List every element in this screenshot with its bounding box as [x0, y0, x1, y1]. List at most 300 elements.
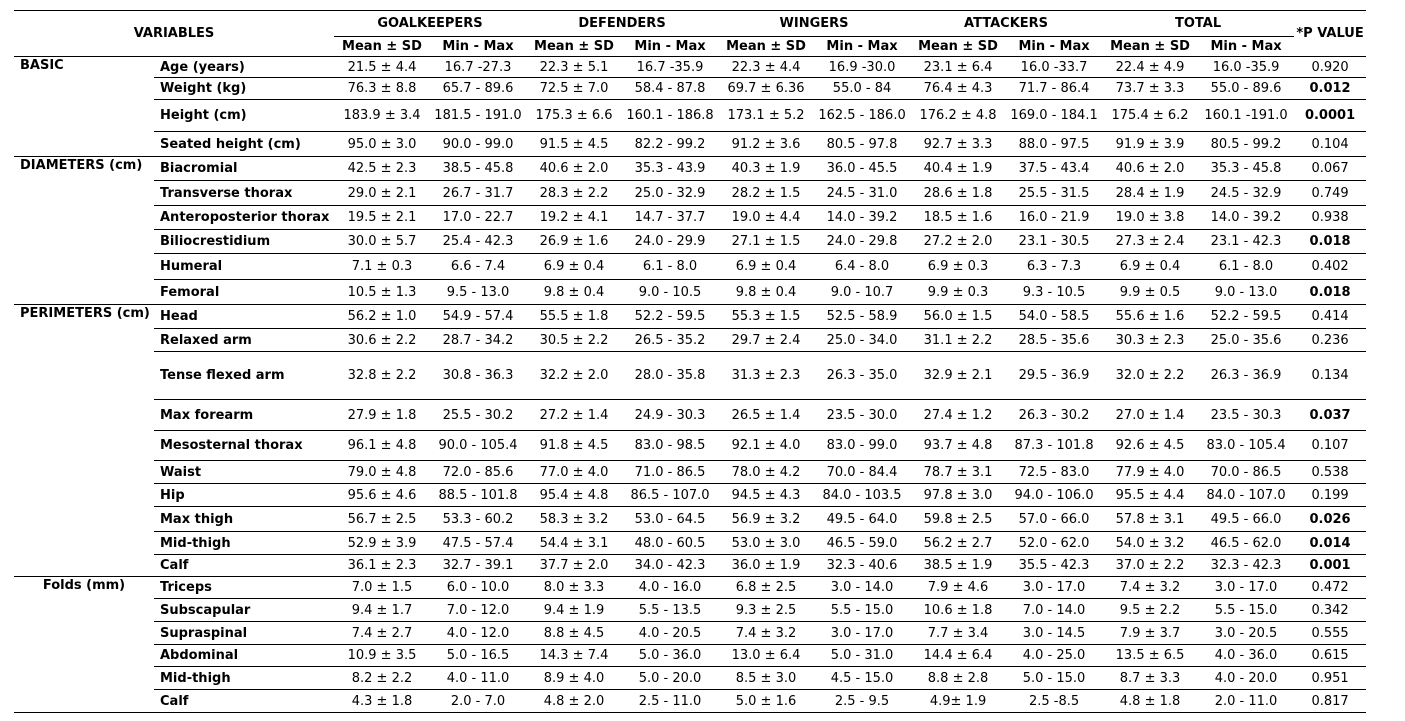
mean-sd-cell: 4.8 ± 1.8 — [1102, 690, 1198, 713]
min-max-cell: 84.0 - 103.5 — [814, 484, 910, 507]
mean-sd-cell: 19.0 ± 3.8 — [1102, 206, 1198, 230]
min-max-cell: 6.4 - 8.0 — [814, 254, 910, 280]
min-max-cell: 3.0 - 14.0 — [814, 577, 910, 599]
min-max-cell: 4.0 - 20.5 — [622, 622, 718, 645]
table-row — [14, 599, 1366, 622]
mean-sd-cell: 69.7 ± 6.36 — [718, 78, 814, 100]
mean-sd-cell: 93.7 ± 4.8 — [910, 431, 1006, 461]
mean-sd-cell: 9.8 ± 0.4 — [526, 280, 622, 305]
table-row — [14, 329, 1366, 352]
mean-sd-cell: 30.3 ± 2.3 — [1102, 329, 1198, 352]
mean-sd-cell: 92.7 ± 3.3 — [910, 132, 1006, 157]
mean-sd-cell: 175.4 ± 6.2 — [1102, 100, 1198, 132]
min-max-cell: 80.5 - 97.8 — [814, 132, 910, 157]
min-max-cell: 86.5 - 107.0 — [622, 484, 718, 507]
mean-sd-cell: 77.0 ± 4.0 — [526, 461, 622, 484]
min-max-cell: 55.0 - 89.6 — [1198, 78, 1294, 100]
min-max-cell: 6.1 - 8.0 — [622, 254, 718, 280]
min-max-cell: 23.1 - 30.5 — [1006, 230, 1102, 254]
mean-sd-cell: 7.4 ± 3.2 — [718, 622, 814, 645]
group-header-attackers: ATTACKERS — [910, 11, 1102, 37]
variable-name: Relaxed arm — [154, 329, 334, 352]
mean-sd-cell: 27.9 ± 1.8 — [334, 400, 430, 431]
min-max-cell: 48.0 - 60.5 — [622, 532, 718, 555]
mean-sd-cell: 27.0 ± 1.4 — [1102, 400, 1198, 431]
mean-sd-cell: 27.4 ± 1.2 — [910, 400, 1006, 431]
mean-sd-cell: 76.3 ± 8.8 — [334, 78, 430, 100]
min-max-cell: 70.0 - 84.4 — [814, 461, 910, 484]
min-max-cell: 4.0 - 12.0 — [430, 622, 526, 645]
min-max-cell: 162.5 - 186.0 — [814, 100, 910, 132]
min-max-cell: 2.0 - 11.0 — [1198, 690, 1294, 713]
mean-sd-cell: 28.2 ± 1.5 — [718, 181, 814, 206]
mean-sd-cell: 7.4 ± 3.2 — [1102, 577, 1198, 599]
mean-sd-cell: 56.0 ± 1.5 — [910, 305, 1006, 329]
min-max-cell: 53.3 - 60.2 — [430, 507, 526, 532]
variable-name: Biliocrestidium — [154, 230, 334, 254]
variable-name: Biacromial — [154, 157, 334, 181]
min-max-cell: 3.0 - 20.5 — [1198, 622, 1294, 645]
min-max-cell: 5.5 - 13.5 — [622, 599, 718, 622]
mean-sd-cell: 7.0 ± 1.5 — [334, 577, 430, 599]
mean-sd-cell: 19.2 ± 4.1 — [526, 206, 622, 230]
min-max-cell: 4.0 - 36.0 — [1198, 645, 1294, 667]
min-max-cell: 5.0 - 20.0 — [622, 667, 718, 690]
group-header-wingers: WINGERS — [718, 11, 910, 37]
p-value-cell: 0.342 — [1294, 599, 1366, 622]
min-max-cell: 5.0 - 16.5 — [430, 645, 526, 667]
mean-sd-cell: 28.4 ± 1.9 — [1102, 181, 1198, 206]
table-row — [14, 352, 1366, 400]
mean-sd-cell: 22.4 ± 4.9 — [1102, 57, 1198, 78]
min-max-cell: 32.3 - 42.3 — [1198, 555, 1294, 577]
min-max-cell: 35.5 - 42.3 — [1006, 555, 1102, 577]
min-max-cell: 26.3 - 30.2 — [1006, 400, 1102, 431]
min-max-cell: 4.5 - 15.0 — [814, 667, 910, 690]
mean-sd-cell: 95.5 ± 4.4 — [1102, 484, 1198, 507]
subheader-mean-sd: Mean ± SD — [718, 37, 814, 57]
mean-sd-cell: 173.1 ± 5.2 — [718, 100, 814, 132]
mean-sd-cell: 6.9 ± 0.4 — [1102, 254, 1198, 280]
min-max-cell: 58.4 - 87.8 — [622, 78, 718, 100]
variable-name: Triceps — [154, 577, 334, 599]
table-row — [14, 100, 1366, 132]
mean-sd-cell: 30.5 ± 2.2 — [526, 329, 622, 352]
mean-sd-cell: 57.8 ± 3.1 — [1102, 507, 1198, 532]
mean-sd-cell: 37.7 ± 2.0 — [526, 555, 622, 577]
min-max-cell: 5.5 - 15.0 — [1198, 599, 1294, 622]
p-value-cell: 0.067 — [1294, 157, 1366, 181]
variable-name: Max thigh — [154, 507, 334, 532]
subheader-mean-sd: Mean ± SD — [334, 37, 430, 57]
mean-sd-cell: 6.9 ± 0.4 — [526, 254, 622, 280]
min-max-cell: 2.0 - 7.0 — [430, 690, 526, 713]
subheader-mean-sd: Mean ± SD — [1102, 37, 1198, 57]
p-value-cell: 0.107 — [1294, 431, 1366, 461]
mean-sd-cell: 8.9 ± 4.0 — [526, 667, 622, 690]
mean-sd-cell: 28.6 ± 1.8 — [910, 181, 1006, 206]
mean-sd-cell: 175.3 ± 6.6 — [526, 100, 622, 132]
min-max-cell: 7.0 - 14.0 — [1006, 599, 1102, 622]
subheader-mean-sd: Mean ± SD — [526, 37, 622, 57]
min-max-cell: 160.1 -191.0 — [1198, 100, 1294, 132]
min-max-cell: 26.3 - 35.0 — [814, 352, 910, 400]
min-max-cell: 46.5 - 62.0 — [1198, 532, 1294, 555]
variables-header: VARIABLES — [14, 11, 334, 57]
mean-sd-cell: 6.9 ± 0.3 — [910, 254, 1006, 280]
variable-name: Humeral — [154, 254, 334, 280]
table-row — [14, 690, 1366, 713]
min-max-cell: 181.5 - 191.0 — [430, 100, 526, 132]
mean-sd-cell: 91.9 ± 3.9 — [1102, 132, 1198, 157]
min-max-cell: 54.0 - 58.5 — [1006, 305, 1102, 329]
min-max-cell: 26.7 - 31.7 — [430, 181, 526, 206]
p-value-cell: 0.236 — [1294, 329, 1366, 352]
min-max-cell: 14.0 - 39.2 — [1198, 206, 1294, 230]
min-max-cell: 47.5 - 57.4 — [430, 532, 526, 555]
min-max-cell: 4.0 - 25.0 — [1006, 645, 1102, 667]
mean-sd-cell: 7.4 ± 2.7 — [334, 622, 430, 645]
min-max-cell: 9.3 - 10.5 — [1006, 280, 1102, 305]
mean-sd-cell: 42.5 ± 2.3 — [334, 157, 430, 181]
p-value-cell: 0.402 — [1294, 254, 1366, 280]
variable-name: Hip — [154, 484, 334, 507]
p-value-cell: 0.199 — [1294, 484, 1366, 507]
min-max-cell: 37.5 - 43.4 — [1006, 157, 1102, 181]
mean-sd-cell: 26.5 ± 1.4 — [718, 400, 814, 431]
min-max-cell: 88.0 - 97.5 — [1006, 132, 1102, 157]
category-label: BASIC — [14, 57, 154, 157]
mean-sd-cell: 32.8 ± 2.2 — [334, 352, 430, 400]
min-max-cell: 24.0 - 29.9 — [622, 230, 718, 254]
table-row — [14, 78, 1366, 100]
mean-sd-cell: 95.0 ± 3.0 — [334, 132, 430, 157]
variable-name: Calf — [154, 555, 334, 577]
min-max-cell: 54.9 - 57.4 — [430, 305, 526, 329]
min-max-cell: 5.0 - 36.0 — [622, 645, 718, 667]
min-max-cell: 32.7 - 39.1 — [430, 555, 526, 577]
header-row-groups — [14, 11, 1366, 37]
min-max-cell: 16.0 - 21.9 — [1006, 206, 1102, 230]
mean-sd-cell: 183.9 ± 3.4 — [334, 100, 430, 132]
variable-name: Abdominal — [154, 645, 334, 667]
mean-sd-cell: 92.6 ± 4.5 — [1102, 431, 1198, 461]
mean-sd-cell: 54.4 ± 3.1 — [526, 532, 622, 555]
min-max-cell: 24.5 - 32.9 — [1198, 181, 1294, 206]
min-max-cell: 2.5 - 9.5 — [814, 690, 910, 713]
mean-sd-cell: 9.3 ± 2.5 — [718, 599, 814, 622]
mean-sd-cell: 7.1 ± 0.3 — [334, 254, 430, 280]
p-value-cell: 0.018 — [1294, 230, 1366, 254]
p-value-cell: 0.920 — [1294, 57, 1366, 78]
min-max-cell: 25.4 - 42.3 — [430, 230, 526, 254]
mean-sd-cell: 5.0 ± 1.6 — [718, 690, 814, 713]
min-max-cell: 25.5 - 31.5 — [1006, 181, 1102, 206]
table-body — [14, 57, 1366, 713]
mean-sd-cell: 8.8 ± 2.8 — [910, 667, 1006, 690]
mean-sd-cell: 8.0 ± 3.3 — [526, 577, 622, 599]
min-max-cell: 16.7 -27.3 — [430, 57, 526, 78]
subheader-min-max: Min - Max — [1198, 37, 1294, 57]
mean-sd-cell: 10.6 ± 1.8 — [910, 599, 1006, 622]
mean-sd-cell: 9.4 ± 1.7 — [334, 599, 430, 622]
min-max-cell: 5.0 - 31.0 — [814, 645, 910, 667]
mean-sd-cell: 54.0 ± 3.2 — [1102, 532, 1198, 555]
p-value-cell: 0.817 — [1294, 690, 1366, 713]
table-row — [14, 645, 1366, 667]
mean-sd-cell: 19.5 ± 2.1 — [334, 206, 430, 230]
p-value-header: *P VALUE — [1294, 11, 1366, 57]
mean-sd-cell: 27.1 ± 1.5 — [718, 230, 814, 254]
mean-sd-cell: 13.5 ± 6.5 — [1102, 645, 1198, 667]
mean-sd-cell: 31.1 ± 2.2 — [910, 329, 1006, 352]
variable-name: Max forearm — [154, 400, 334, 431]
min-max-cell: 25.5 - 30.2 — [430, 400, 526, 431]
mean-sd-cell: 96.1 ± 4.8 — [334, 431, 430, 461]
mean-sd-cell: 19.0 ± 4.4 — [718, 206, 814, 230]
mean-sd-cell: 6.9 ± 0.4 — [718, 254, 814, 280]
table-row — [14, 555, 1366, 577]
mean-sd-cell: 30.0 ± 5.7 — [334, 230, 430, 254]
min-max-cell: 35.3 - 45.8 — [1198, 157, 1294, 181]
min-max-cell: 72.0 - 85.6 — [430, 461, 526, 484]
variable-name: Anteroposterior thorax — [154, 206, 334, 230]
min-max-cell: 28.0 - 35.8 — [622, 352, 718, 400]
p-value-cell: 0.555 — [1294, 622, 1366, 645]
min-max-cell: 84.0 - 107.0 — [1198, 484, 1294, 507]
mean-sd-cell: 22.3 ± 5.1 — [526, 57, 622, 78]
mean-sd-cell: 7.7 ± 3.4 — [910, 622, 1006, 645]
category-label: Folds (mm) — [14, 577, 154, 713]
min-max-cell: 94.0 - 106.0 — [1006, 484, 1102, 507]
mean-sd-cell: 91.2 ± 3.6 — [718, 132, 814, 157]
mean-sd-cell: 8.8 ± 4.5 — [526, 622, 622, 645]
mean-sd-cell: 9.9 ± 0.5 — [1102, 280, 1198, 305]
table-row — [14, 461, 1366, 484]
subheader-min-max: Min - Max — [430, 37, 526, 57]
mean-sd-cell: 7.9 ± 3.7 — [1102, 622, 1198, 645]
table-row — [14, 400, 1366, 431]
min-max-cell: 53.0 - 64.5 — [622, 507, 718, 532]
variable-name: Transverse thorax — [154, 181, 334, 206]
min-max-cell: 55.0 - 84 — [814, 78, 910, 100]
min-max-cell: 26.5 - 35.2 — [622, 329, 718, 352]
min-max-cell: 6.3 - 7.3 — [1006, 254, 1102, 280]
mean-sd-cell: 55.3 ± 1.5 — [718, 305, 814, 329]
group-header-defenders: DEFENDERS — [526, 11, 718, 37]
mean-sd-cell: 31.3 ± 2.3 — [718, 352, 814, 400]
min-max-cell: 9.0 - 13.0 — [1198, 280, 1294, 305]
min-max-cell: 35.3 - 43.9 — [622, 157, 718, 181]
min-max-cell: 71.0 - 86.5 — [622, 461, 718, 484]
variable-name: Seated height (cm) — [154, 132, 334, 157]
table-row — [14, 484, 1366, 507]
mean-sd-cell: 56.2 ± 1.0 — [334, 305, 430, 329]
min-max-cell: 25.0 - 34.0 — [814, 329, 910, 352]
mean-sd-cell: 40.6 ± 2.0 — [1102, 157, 1198, 181]
p-value-cell: 0.018 — [1294, 280, 1366, 305]
min-max-cell: 88.5 - 101.8 — [430, 484, 526, 507]
min-max-cell: 29.5 - 36.9 — [1006, 352, 1102, 400]
min-max-cell: 38.5 - 45.8 — [430, 157, 526, 181]
min-max-cell: 80.5 - 99.2 — [1198, 132, 1294, 157]
p-value-cell: 0.134 — [1294, 352, 1366, 400]
variable-name: Mid-thigh — [154, 532, 334, 555]
min-max-cell: 16.0 -35.9 — [1198, 57, 1294, 78]
mean-sd-cell: 52.9 ± 3.9 — [334, 532, 430, 555]
mean-sd-cell: 4.3 ± 1.8 — [334, 690, 430, 713]
mean-sd-cell: 8.7 ± 3.3 — [1102, 667, 1198, 690]
mean-sd-cell: 6.8 ± 2.5 — [718, 577, 814, 599]
mean-sd-cell: 94.5 ± 4.3 — [718, 484, 814, 507]
variable-name: Waist — [154, 461, 334, 484]
min-max-cell: 24.5 - 31.0 — [814, 181, 910, 206]
mean-sd-cell: 18.5 ± 1.6 — [910, 206, 1006, 230]
mean-sd-cell: 8.2 ± 2.2 — [334, 667, 430, 690]
p-value-cell: 0.0001 — [1294, 100, 1366, 132]
mean-sd-cell: 9.5 ± 2.2 — [1102, 599, 1198, 622]
mean-sd-cell: 26.9 ± 1.6 — [526, 230, 622, 254]
mean-sd-cell: 77.9 ± 4.0 — [1102, 461, 1198, 484]
mean-sd-cell: 97.8 ± 3.0 — [910, 484, 1006, 507]
mean-sd-cell: 9.4 ± 1.9 — [526, 599, 622, 622]
min-max-cell: 17.0 - 22.7 — [430, 206, 526, 230]
min-max-cell: 3.0 - 14.5 — [1006, 622, 1102, 645]
table-row — [14, 254, 1366, 280]
variable-name: Weight (kg) — [154, 78, 334, 100]
p-value-cell: 0.026 — [1294, 507, 1366, 532]
min-max-cell: 5.0 - 15.0 — [1006, 667, 1102, 690]
min-max-cell: 23.1 - 42.3 — [1198, 230, 1294, 254]
min-max-cell: 82.2 - 99.2 — [622, 132, 718, 157]
mean-sd-cell: 76.4 ± 4.3 — [910, 78, 1006, 100]
variable-name: Mesosternal thorax — [154, 431, 334, 461]
mean-sd-cell: 40.6 ± 2.0 — [526, 157, 622, 181]
min-max-cell: 23.5 - 30.0 — [814, 400, 910, 431]
mean-sd-cell: 4.8 ± 2.0 — [526, 690, 622, 713]
p-value-cell: 0.037 — [1294, 400, 1366, 431]
variable-name: Subscapular — [154, 599, 334, 622]
table-row — [14, 132, 1366, 157]
mean-sd-cell: 55.6 ± 1.6 — [1102, 305, 1198, 329]
mean-sd-cell: 53.0 ± 3.0 — [718, 532, 814, 555]
min-max-cell: 160.1 - 186.8 — [622, 100, 718, 132]
min-max-cell: 52.0 - 62.0 — [1006, 532, 1102, 555]
mean-sd-cell: 7.9 ± 4.6 — [910, 577, 1006, 599]
min-max-cell: 49.5 - 64.0 — [814, 507, 910, 532]
mean-sd-cell: 27.2 ± 2.0 — [910, 230, 1006, 254]
p-value-cell: 0.414 — [1294, 305, 1366, 329]
min-max-cell: 71.7 - 86.4 — [1006, 78, 1102, 100]
group-header-total: TOTAL — [1102, 11, 1294, 37]
mean-sd-cell: 30.6 ± 2.2 — [334, 329, 430, 352]
mean-sd-cell: 28.3 ± 2.2 — [526, 181, 622, 206]
variable-name: Supraspinal — [154, 622, 334, 645]
mean-sd-cell: 78.0 ± 4.2 — [718, 461, 814, 484]
min-max-cell: 169.0 - 184.1 — [1006, 100, 1102, 132]
table-row — [14, 622, 1366, 645]
min-max-cell: 72.5 - 83.0 — [1006, 461, 1102, 484]
min-max-cell: 16.9 -30.0 — [814, 57, 910, 78]
min-max-cell: 3.0 - 17.0 — [1006, 577, 1102, 599]
min-max-cell: 23.5 - 30.3 — [1198, 400, 1294, 431]
p-value-cell: 0.001 — [1294, 555, 1366, 577]
p-value-cell: 0.472 — [1294, 577, 1366, 599]
min-max-cell: 90.0 - 99.0 — [430, 132, 526, 157]
mean-sd-cell: 13.0 ± 6.4 — [718, 645, 814, 667]
p-value-cell: 0.749 — [1294, 181, 1366, 206]
mean-sd-cell: 14.3 ± 7.4 — [526, 645, 622, 667]
min-max-cell: 24.0 - 29.8 — [814, 230, 910, 254]
table-row — [14, 280, 1366, 305]
mean-sd-cell: 9.9 ± 0.3 — [910, 280, 1006, 305]
mean-sd-cell: 78.7 ± 3.1 — [910, 461, 1006, 484]
mean-sd-cell: 32.9 ± 2.1 — [910, 352, 1006, 400]
table-row — [14, 667, 1366, 690]
min-max-cell: 9.5 - 13.0 — [430, 280, 526, 305]
mean-sd-cell: 91.8 ± 4.5 — [526, 431, 622, 461]
subheader-min-max: Min - Max — [622, 37, 718, 57]
mean-sd-cell: 32.2 ± 2.0 — [526, 352, 622, 400]
variable-name: Femoral — [154, 280, 334, 305]
mean-sd-cell: 56.7 ± 2.5 — [334, 507, 430, 532]
min-max-cell: 6.6 - 7.4 — [430, 254, 526, 280]
mean-sd-cell: 4.9± 1.9 — [910, 690, 1006, 713]
min-max-cell: 83.0 - 98.5 — [622, 431, 718, 461]
min-max-cell: 25.0 - 32.9 — [622, 181, 718, 206]
min-max-cell: 9.0 - 10.7 — [814, 280, 910, 305]
min-max-cell: 4.0 - 20.0 — [1198, 667, 1294, 690]
mean-sd-cell: 79.0 ± 4.8 — [334, 461, 430, 484]
p-value-cell: 0.104 — [1294, 132, 1366, 157]
subheader-mean-sd: Mean ± SD — [910, 37, 1006, 57]
min-max-cell: 14.7 - 37.7 — [622, 206, 718, 230]
mean-sd-cell: 27.2 ± 1.4 — [526, 400, 622, 431]
subheader-min-max: Min - Max — [1006, 37, 1102, 57]
p-value-cell: 0.014 — [1294, 532, 1366, 555]
min-max-cell: 6.0 - 10.0 — [430, 577, 526, 599]
mean-sd-cell: 91.5 ± 4.5 — [526, 132, 622, 157]
min-max-cell: 16.7 -35.9 — [622, 57, 718, 78]
mean-sd-cell: 56.9 ± 3.2 — [718, 507, 814, 532]
table-row — [14, 206, 1366, 230]
min-max-cell: 30.8 - 36.3 — [430, 352, 526, 400]
mean-sd-cell: 95.6 ± 4.6 — [334, 484, 430, 507]
mean-sd-cell: 36.0 ± 1.9 — [718, 555, 814, 577]
min-max-cell: 6.1 - 8.0 — [1198, 254, 1294, 280]
min-max-cell: 83.0 - 99.0 — [814, 431, 910, 461]
mean-sd-cell: 37.0 ± 2.2 — [1102, 555, 1198, 577]
p-value-cell: 0.615 — [1294, 645, 1366, 667]
min-max-cell: 34.0 - 42.3 — [622, 555, 718, 577]
min-max-cell: 49.5 - 66.0 — [1198, 507, 1294, 532]
min-max-cell: 65.7 - 89.6 — [430, 78, 526, 100]
p-value-cell: 0.951 — [1294, 667, 1366, 690]
variable-name: Calf — [154, 690, 334, 713]
mean-sd-cell: 38.5 ± 1.9 — [910, 555, 1006, 577]
variable-name: Head — [154, 305, 334, 329]
mean-sd-cell: 10.5 ± 1.3 — [334, 280, 430, 305]
p-value-cell: 0.938 — [1294, 206, 1366, 230]
table-row — [14, 305, 1366, 329]
mean-sd-cell: 36.1 ± 2.3 — [334, 555, 430, 577]
p-value-cell: 0.012 — [1294, 78, 1366, 100]
table-row — [14, 230, 1366, 254]
min-max-cell: 4.0 - 16.0 — [622, 577, 718, 599]
mean-sd-cell: 9.8 ± 0.4 — [718, 280, 814, 305]
min-max-cell: 3.0 - 17.0 — [814, 622, 910, 645]
mean-sd-cell: 56.2 ± 2.7 — [910, 532, 1006, 555]
